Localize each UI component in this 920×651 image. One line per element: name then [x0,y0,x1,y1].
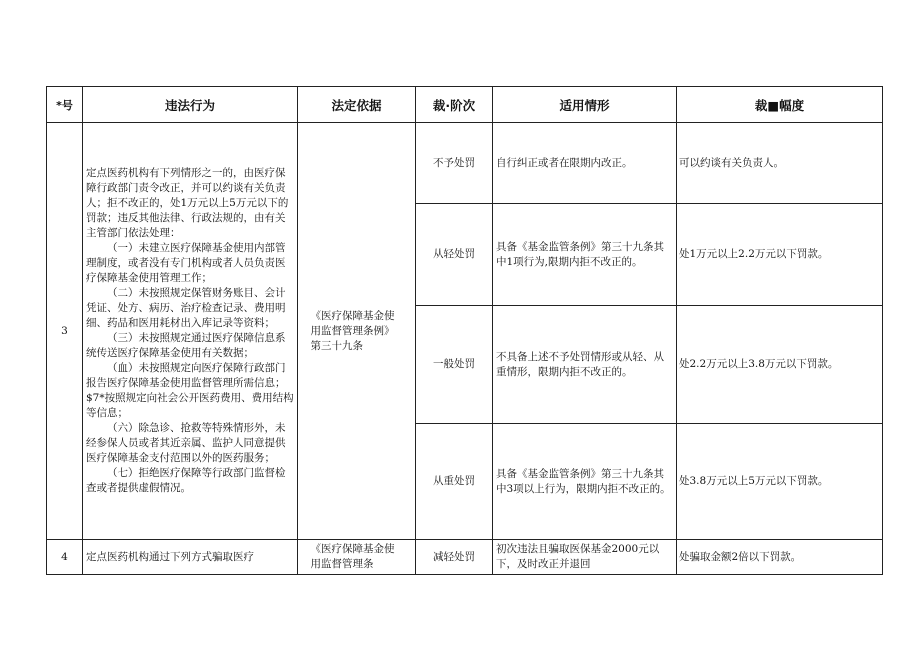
violation-intro: 定点医药机构有下列情形之一的，由医疗保障行政部门责令改正，并可以约谈有关负责人；拒不改正的，处1万元以上5万元以下的罚款；违反其他法律、行政法规的，由有关主管部门依法处理： [86,167,289,239]
table-row [47,540,883,575]
violation-item: $7*按照规定向社会公开医药费用、费用结构等信息； [86,392,294,419]
header-range: 裁■幅度 [677,87,883,123]
violation-item: （六）除急诊、抢救等特殊情形外，未经参保人员或者其近亲属、监护人同意提供医疗保障基金支付范围以外的医药服务； [86,422,286,464]
header-stage: 裁·阶次 [416,87,493,123]
header-no: *号 [47,87,83,123]
penalty-stage: 一般处罚 [416,306,493,424]
violation-text [83,123,298,540]
penalty-stage: 从重处罚 [416,424,493,540]
penalty-range: 可以约谈有关负责人。 [677,123,883,204]
applicable-situation: 初次违法且骗取医保基金2000元以下，及时改正并退回 [493,540,677,575]
header-act: 违法行为 [83,87,298,123]
applicable-situation: 不具备上述不予处罚情形或从轻、从重情形，限期内拒不改正的。 [493,306,677,424]
violation-item: （一）未建立医疗保障基金使用内部管理制度，或者没有专门机构或者人员负责医疗保障基金使用管理工作； [86,242,286,284]
applicable-situation: 具备《基金监管条例》第三十九条其中1项行为,限期内拒不改正的。 [493,204,677,306]
header-row [47,87,883,123]
violation-item: （三）未按照规定通过医疗保障信息系统传送医疗保障基金使用有关数据； [86,332,286,359]
header-situation: 适用情形 [493,87,677,123]
applicable-situation: 自行纠正或者在限期内改正。 [493,123,677,204]
row-number: 4 [47,540,83,575]
penalty-stage: 不予处罚 [416,123,493,204]
table-row [47,123,883,204]
legal-basis: 《医疗保障基金使用监督管理条 [298,540,416,575]
violation-item: （血）未按照规定向医疗保障行政部门报告医疗保障基金使用监督管理所需信息； [86,362,286,389]
penalty-table [46,86,883,575]
penalty-range: 处3.8万元以上5万元以下罚款。 [677,424,883,540]
penalty-stage: 从轻处罚 [416,204,493,306]
violation-item: （二）未按照规定保管财务账目、会计凭证、处方、病历、治疗检查记录、费用明细、药品和医用耗材出入库记录等资料； [86,287,286,329]
applicable-situation: 具备《基金监管条例》第三十九条其中3项以上行为，限期内拒不改正的。 [493,424,677,540]
header-basis: 法定依据 [298,87,416,123]
penalty-range: 处1万元以上2.2万元以下罚款。 [677,204,883,306]
violation-text: 定点医药机构通过下列方式骗取医疗 [83,540,298,575]
row-number: 3 [47,123,83,540]
penalty-range: 处2.2万元以上3.8万元以下罚款。 [677,306,883,424]
violation-item: （七）拒绝医疗保障等行政部门监督检查或者提供虚假情况。 [86,467,286,494]
penalty-range: 处骗取金额2倍以下罚款。 [677,540,883,575]
legal-basis: 《医疗保障基金使用监督管理条例》第三十九条 [298,123,416,540]
penalty-stage: 减轻处罚 [416,540,493,575]
